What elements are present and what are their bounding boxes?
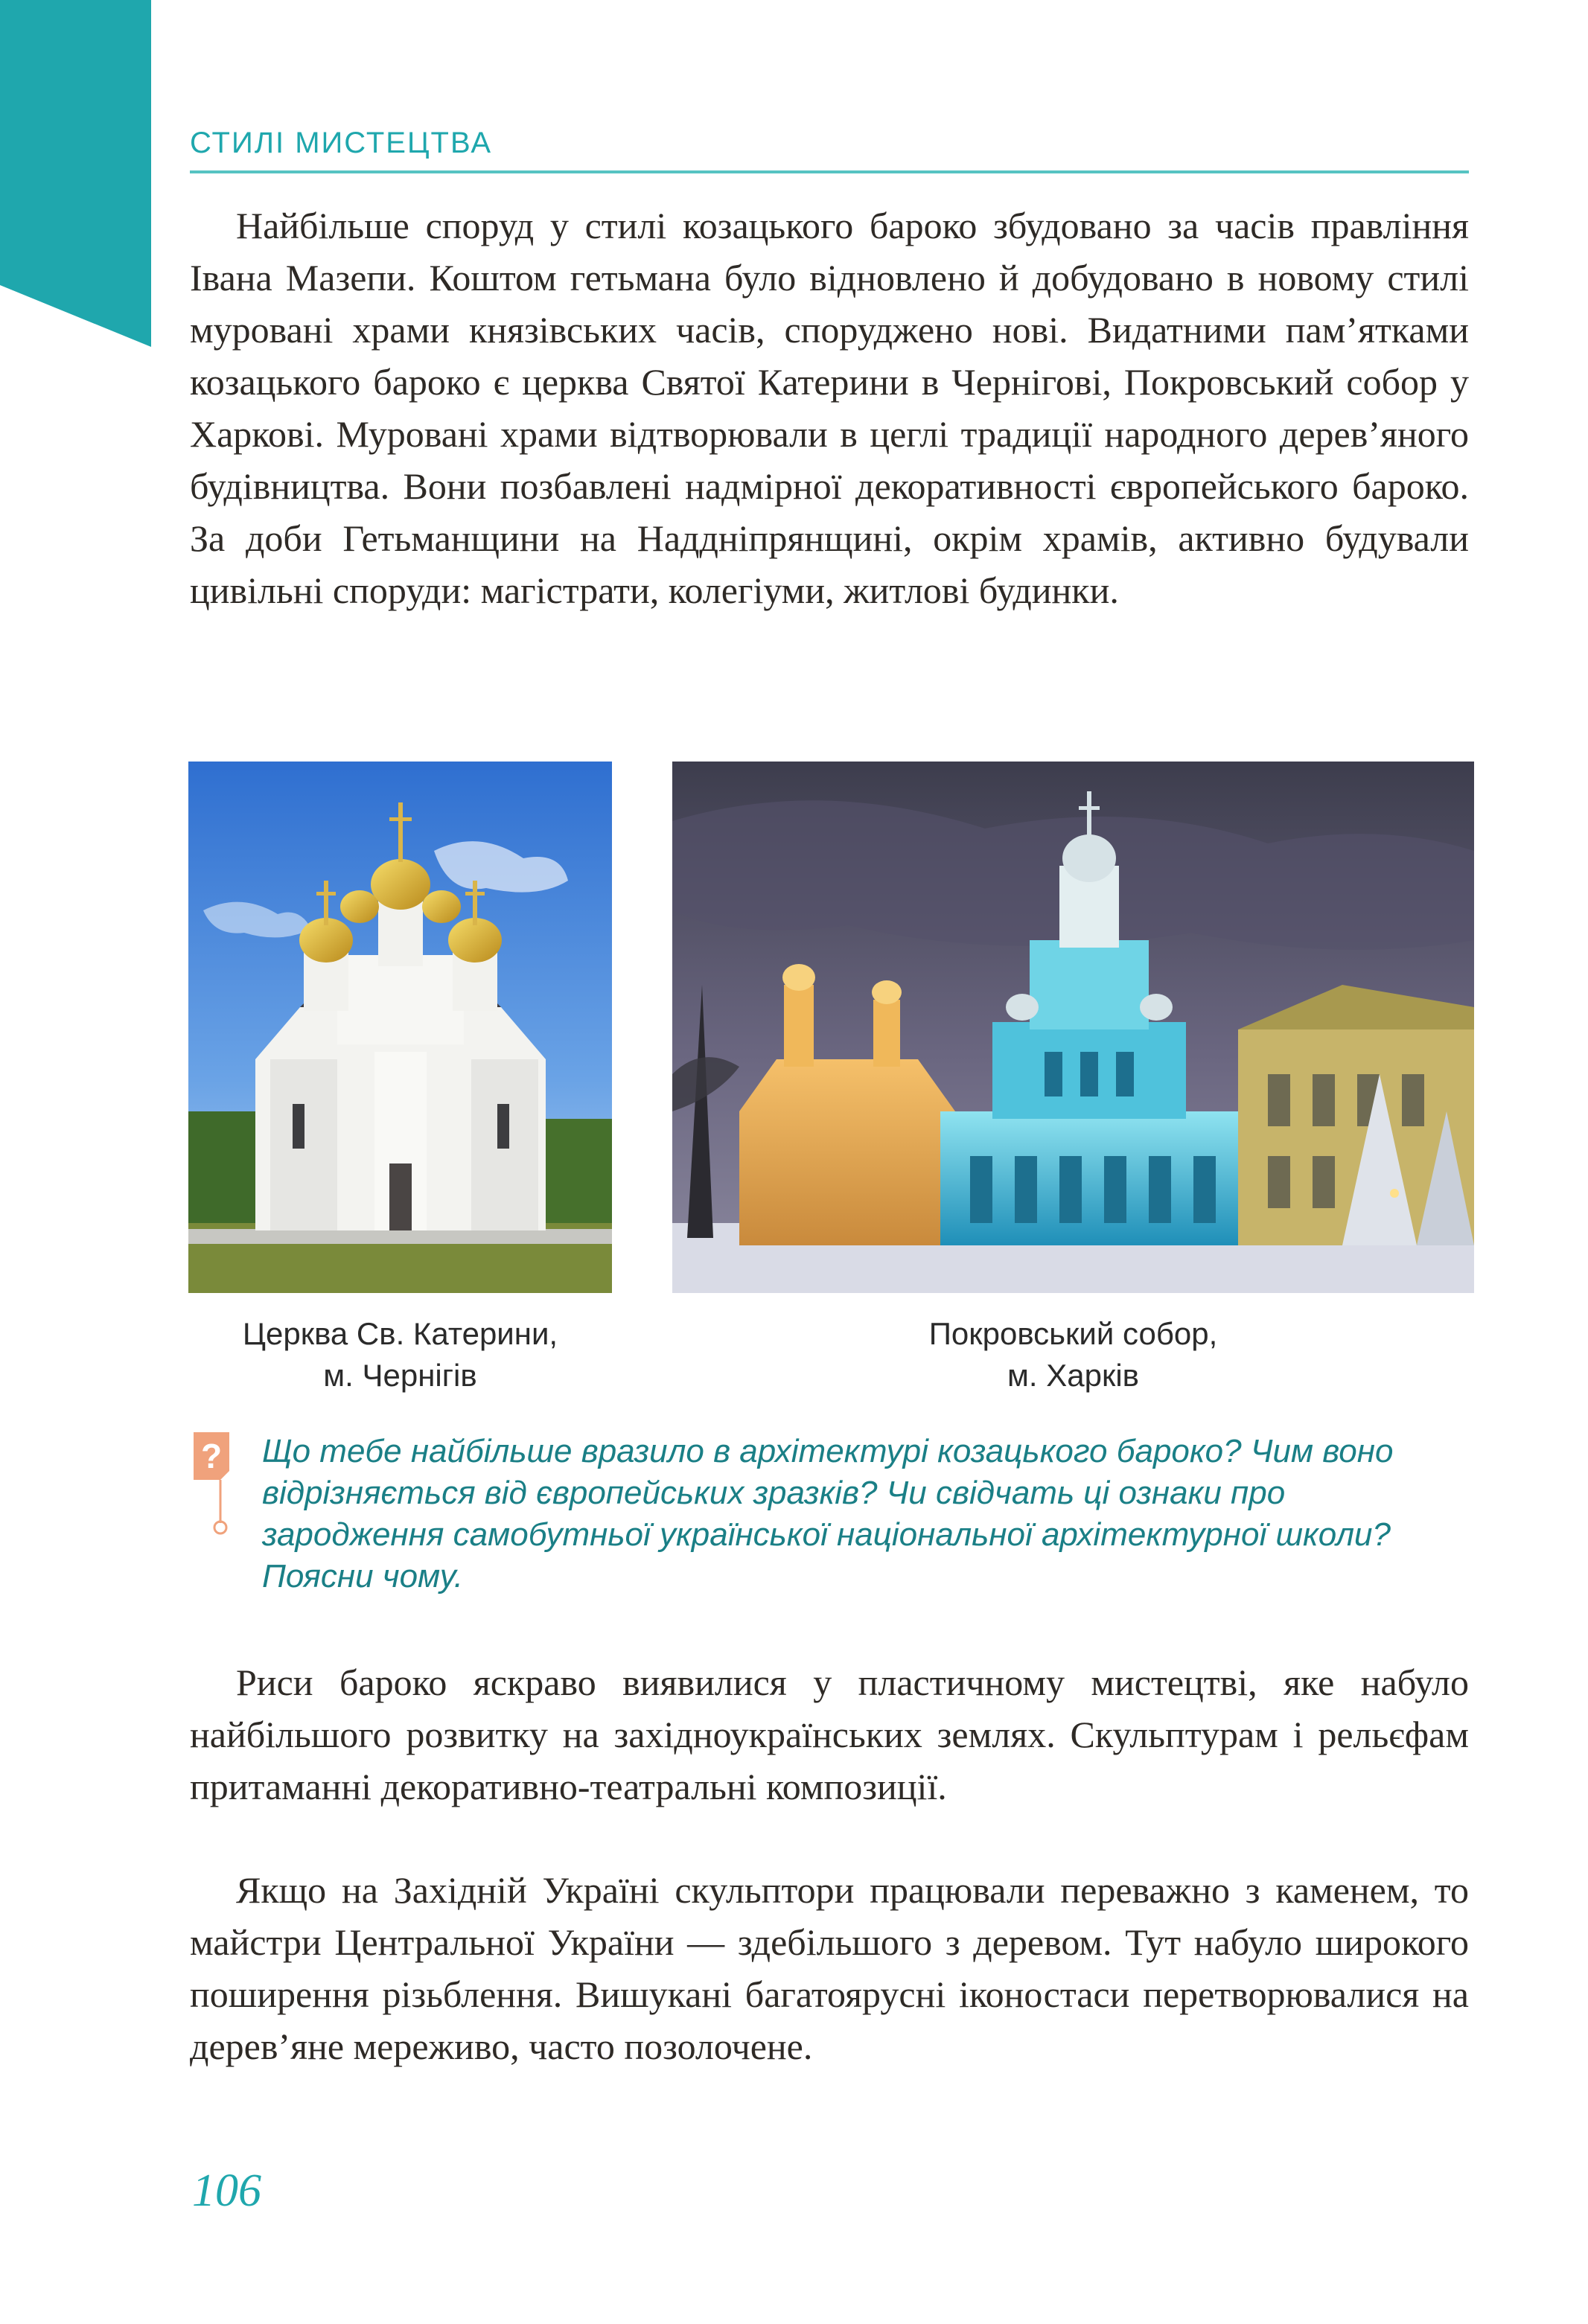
photo-st-catherine-church bbox=[188, 762, 612, 1293]
caption-line: Церква Св. Катерини, bbox=[242, 1316, 558, 1351]
caption-line: м. Чернігів bbox=[323, 1358, 477, 1393]
page-number: 106 bbox=[192, 2165, 261, 2216]
caption-st-catherine bbox=[188, 1313, 612, 1396]
corner-tab-decoration bbox=[0, 0, 153, 350]
caption-line: Покровський собор, bbox=[928, 1316, 1218, 1351]
header-divider bbox=[190, 170, 1469, 173]
section-title: СТИЛІ МИСТЕЦТВА bbox=[190, 127, 493, 159]
caption-pokrovsky bbox=[672, 1313, 1474, 1396]
caption-line: м. Харків bbox=[1007, 1358, 1139, 1393]
discussion-question: Що тебе найбільше вразило в архітектурі козацького бароко? Чим воно відрізняється від європейських зразків? Чи свідчать ці ознаки про зародження самобутньої української національної архітектурної школи? Поясни чому. bbox=[262, 1433, 1394, 1594]
svg-text:?: ? bbox=[200, 1437, 223, 1475]
paragraph-plastic-arts: Риси бароко яскраво виявилися у пластичному мистецтві, яке набуло найбільшого розвитку на західноукраїнських землях. Скульптурам і рельєфам притаманні декоративно-театральні композиції. bbox=[190, 1661, 1469, 1807]
paragraph-woodcarving: Якщо на Західній Україні скульптори працювали переважно з каменем, то майстри Центральної України — здебільшого з деревом. Тут набуло широкого поширення різьблення. Вишукані багатоярусні іконостаси перетворювалися на дерев’яне мереживо, часто позолочене. bbox=[190, 1869, 1469, 2067]
paragraph-cossack-baroque: Найбільше споруд у стилі козацького бароко збудовано за часів правління Івана Мазепи. Коштом гетьмана було відновлено й добудовано в новому стилі муровані храми князівських часів, споруджено нові. Видатними пам’ятками козацького бароко є церква Святої Катерини в Чернігові, Покровський собор у Харкові. Муровані храми відтворювали в цеглі традиції народного дерев’яного будівництва. Вони позбавлені надмірної декоративності європейського бароко. За доби Гетьманщини на Наддніпрянщині, окрім храмів, активно будували цивільні споруди: магістрати, колегіуми, житлові будинки. bbox=[190, 205, 1469, 611]
photo-pokrovsky-cathedral bbox=[672, 762, 1474, 1293]
question-mark-icon bbox=[191, 1432, 232, 1536]
